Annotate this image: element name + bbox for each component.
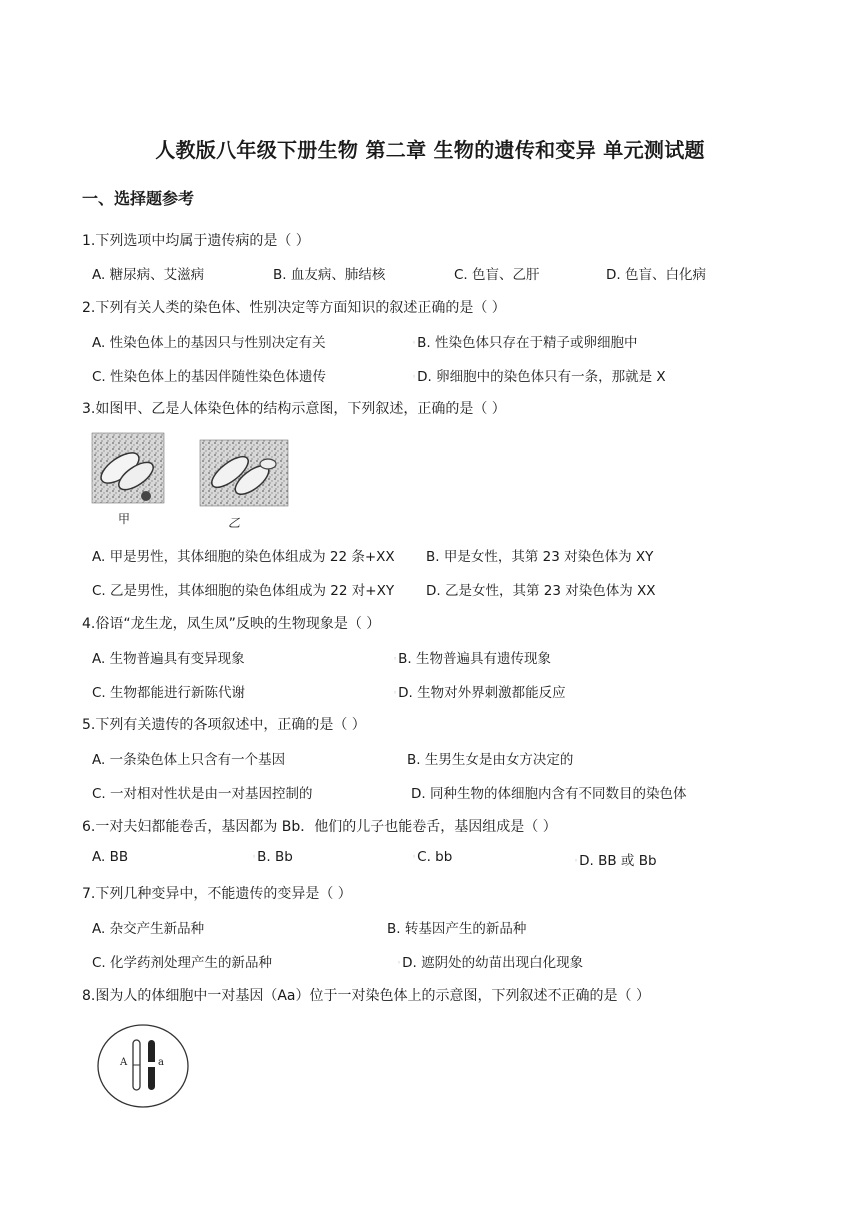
section-heading: 一、选择题参考 [82,189,195,208]
q6-option-d: ◦D. BB 或 Bb [574,853,657,869]
question-8-stem: 8.图为人的体细胞中一对基因（Aa）位于一对染色体上的示意图，下列叙述不正确的是（ ） [82,988,650,1004]
question-3-stem: 3.如图甲、乙是人体染色体的结构示意图，下列叙述，正确的是（ ） [82,401,506,417]
gene-label-a: a [158,1057,164,1068]
q7-option-a: A. 杂交产生新品种 [92,921,205,937]
document-title: 人教版八年级下册生物 第二章 生物的遗传和变异 单元测试题 [155,138,705,162]
figure-label-jia: 甲 [118,512,131,526]
q1-option-c: C. 色盲、乙肝 [454,267,540,283]
q3-option-a: A. 甲是男性，其体细胞的染色体组成为 22 条+XX [92,549,395,565]
question-2-stem: 2.下列有关人类的染色体、性别决定等方面知识的叙述正确的是（ ） [82,300,506,316]
q3-option-d: D. 乙是女性，其第 23 对染色体为 XX [426,583,656,599]
gene-pair-figure [96,1022,196,1112]
q4-option-d: ◦D. 生物对外界刺激都能反应 [393,685,566,701]
q2-option-d: ◦D. 卵细胞中的染色体只有一条，那就是 X [412,369,666,385]
gene-label-A: A [120,1057,128,1068]
q7-option-d: ◦D. 遮阴处的幼苗出现白化现象 [397,955,584,971]
q1-option-b: B. 血友病、肺结核 [273,267,386,283]
q4-option-b: ◦B. 生物普遍具有遗传现象 [393,651,551,667]
q1-option-d: D. 色盲、白化病 [606,267,706,283]
q4-option-c: C. 生物都能进行新陈代谢 [92,685,246,701]
q6-option-b: ◦B. Bb [252,849,293,865]
q6-option-a: A. BB [92,849,129,865]
q2-option-b: ◦B. 性染色体只存在于精子或卵细胞中 [412,335,638,351]
q5-option-c: C. 一对相对性状是由一对基因控制的 [92,786,313,802]
question-1-stem: 1.下列选项中均属于遗传病的是（ ） [82,233,310,249]
q1-option-a: A. 糖尿病、艾滋病 [92,267,205,283]
q3-option-c: C. 乙是男性，其体细胞的染色体组成为 22 对+XY [92,583,395,599]
q6-option-c: ◦C. bb [412,849,453,865]
question-4-stem: 4.俗语“龙生龙，凤生凤”反映的生物现象是（ ） [82,616,381,632]
figure-label-yi: 乙 [228,516,241,530]
chromosome-karyotype-figure [88,430,292,532]
chromosome-image-jia [92,433,164,503]
chromosome-image-yi [200,440,288,506]
q3-option-b: B. 甲是女性，其第 23 对染色体为 XY [426,549,654,565]
q5-option-a: A. 一条染色体上只含有一个基因 [92,752,286,768]
question-7-stem: 7.下列几种变异中，不能遗传的变异是（ ） [82,886,352,902]
q2-option-c: C. 性染色体上的基因伴随性染色体遗传 [92,369,327,385]
q7-option-b: B. 转基因产生的新品种 [387,921,527,937]
q5-option-d: D. 同种生物的体细胞内含有不同数目的染色体 [411,786,687,802]
question-5-stem: 5.下列有关遗传的各项叙述中，正确的是（ ） [82,717,366,733]
question-6-stem: 6.一对夫妇都能卷舌，基因都为 Bb．他们的儿子也能卷舌，基因组成是（ ） [82,819,557,835]
q2-option-a: A. 性染色体上的基因只与性别决定有关 [92,335,326,351]
q4-option-a: A. 生物普遍具有变异现象 [92,651,245,667]
q5-option-b: B. 生男生女是由女方决定的 [407,752,574,768]
q7-option-c: C. 化学药剂处理产生的新品种 [92,955,273,971]
